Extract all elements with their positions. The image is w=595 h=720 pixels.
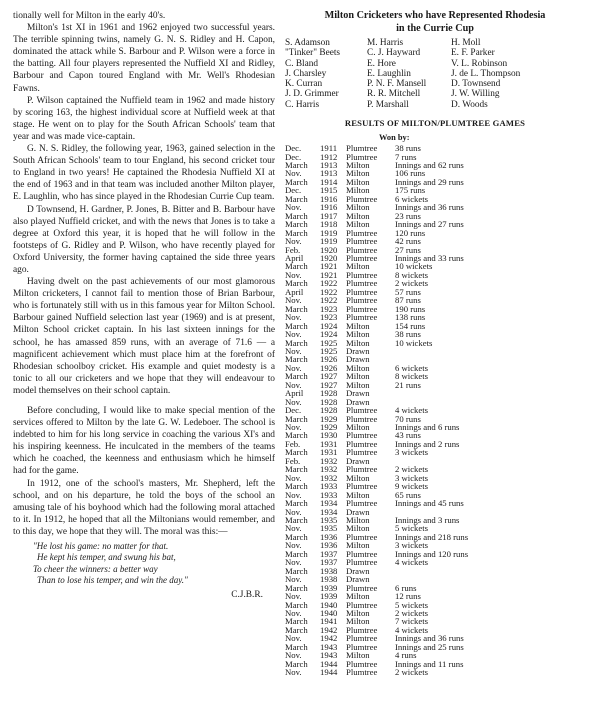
result-margin: Innings and 3 runs <box>395 515 460 526</box>
article-paragraph: P. Wilson captained the Nuffield team in 1962 and made history by scoring 163, the highest individual score at Nuffield week at that stage. He went on to play for the South African Schools' team that year and was made vice-captain. <box>13 95 275 142</box>
result-winner: Milton <box>346 337 370 348</box>
result-margin: 6 runs <box>395 582 417 593</box>
result-winner: Milton <box>346 168 370 179</box>
result-margin <box>395 575 585 583</box>
result-winner: Plumtree <box>346 151 378 162</box>
result-winner: Drawn <box>346 388 370 399</box>
result-month: Feb. <box>285 455 301 466</box>
result-year: 1928 <box>320 405 338 416</box>
result-winner: Milton <box>346 591 370 602</box>
result-year: 1933 <box>320 489 338 500</box>
result-winner: Milton <box>346 379 370 390</box>
article-paragraph: Having dwelt on the past achievements of our most glamorous Milton cricketers, I cannot fail to mention those of Brian Barbour, who is fortunately still with us in this famous year for Milton School. Barbour gained Nuffield selection last year (1969) and is at present, Milton School cricket captain. In his last sixteen innings for the school, he has amassed 859 runs, with an average of 71.6 — a magnificent achievement which must place him at the forefront of Rhodesian schoolboy cricket. His example and quiet modesty is a tonic to all our cricketers and we hope that they will endeavour to model themselves on their school captain. <box>13 277 275 396</box>
result-year: 1930 <box>320 430 338 441</box>
result-year: 1914 <box>320 176 338 187</box>
poem-line: "He lost his game: no matter for that. <box>33 541 169 552</box>
result-month: March <box>285 210 308 221</box>
result-margin: 154 runs <box>395 320 426 331</box>
result-margin: 65 runs <box>395 489 421 500</box>
poem-line: He kept his temper, and swung his bat, <box>37 552 176 563</box>
result-winner: Plumtree <box>346 236 378 247</box>
result-month: Nov. <box>285 202 302 213</box>
player-name: M. Harris <box>367 38 404 48</box>
result-winner: Milton <box>346 523 370 534</box>
result-margin: 23 runs <box>395 210 421 221</box>
result-month: March <box>285 303 308 314</box>
result-margin: 87 runs <box>395 295 421 306</box>
poem-line: To cheer the winners: a better way <box>33 563 158 574</box>
result-month: Nov. <box>285 269 302 280</box>
player-name: P. Marshall <box>367 99 409 110</box>
result-year: 1921 <box>320 261 338 272</box>
result-winner: Plumtree <box>346 498 378 509</box>
result-month: Nov. <box>285 557 302 568</box>
results-table <box>285 144 585 677</box>
result-year: 1938 <box>320 565 338 576</box>
result-year: 1931 <box>320 447 338 458</box>
result-winner: Plumtree <box>346 667 378 678</box>
result-month: March <box>285 337 308 348</box>
result-margin: 3 wickets <box>395 472 429 483</box>
result-winner: Milton <box>346 329 370 340</box>
player-name: C. Bland <box>285 58 319 69</box>
result-margin <box>395 389 585 397</box>
result-month: Nov. <box>285 312 302 323</box>
result-year: 1944 <box>320 658 338 669</box>
result-month: April <box>285 286 304 297</box>
result-month: March <box>285 219 308 230</box>
result-year: 1920 <box>320 244 338 255</box>
result-month: April <box>285 252 304 263</box>
player-name: P. N. F. Mansell <box>367 79 427 90</box>
result-month: Nov. <box>285 591 302 602</box>
result-year: 1933 <box>320 481 338 492</box>
result-year: 1942 <box>320 624 338 635</box>
player-name: D. Woods <box>451 99 488 110</box>
result-year: 1941 <box>320 616 338 627</box>
result-winner: Drawn <box>346 354 370 365</box>
rhodesia-title-line2: in the Currie Cup <box>396 22 474 34</box>
result-margin: Innings and 120 runs <box>395 548 469 559</box>
result-year: 1921 <box>320 269 338 280</box>
result-month: Dec. <box>285 143 302 154</box>
player-name: R. R. Mitchell <box>367 89 421 100</box>
result-month: March <box>285 227 308 238</box>
result-winner: Plumtree <box>346 252 378 263</box>
result-margin: 70 runs <box>395 413 421 424</box>
result-month: March <box>285 371 308 382</box>
result-margin: 6 wickets <box>395 193 429 204</box>
result-year: 1937 <box>320 557 338 568</box>
result-year: 1943 <box>320 641 338 652</box>
result-winner: Plumtree <box>346 447 378 458</box>
result-year: 1927 <box>320 379 338 390</box>
result-year: 1917 <box>320 210 338 221</box>
result-year: 1939 <box>320 582 338 593</box>
player-name: J. de L. Thompson <box>451 68 521 79</box>
result-month: Nov. <box>285 633 302 644</box>
result-margin: 2 wickets <box>395 667 429 678</box>
article-paragraph: In 1912, one of the school's masters, Mr. Shepherd, left the school, and on his departure, he told the boys of the school an amusing tale of his boyhood which had the following moral attached to it. In 1912, he hoped that all the Miltonians would remember, and to this day, we hope that they will. The moral was this:— <box>13 478 275 537</box>
result-year: 1913 <box>320 159 338 170</box>
result-winner: Plumtree <box>346 633 378 644</box>
result-year: 1934 <box>320 498 338 509</box>
result-winner: Plumtree <box>346 286 378 297</box>
result-winner: Plumtree <box>346 464 378 475</box>
result-year: 1919 <box>320 227 338 238</box>
result-year: 1922 <box>320 278 338 289</box>
result-margin: 12 runs <box>395 591 421 602</box>
result-margin: Innings and 2 runs <box>395 438 460 449</box>
result-month: Nov. <box>285 574 302 585</box>
result-month: Nov. <box>285 650 302 661</box>
result-winner: Plumtree <box>346 582 378 593</box>
result-winner: Plumtree <box>346 227 378 238</box>
player-name: E. Laughlin <box>367 68 411 79</box>
player-name: K. Curran <box>285 79 323 90</box>
result-winner: Plumtree <box>346 531 378 542</box>
result-month: March <box>285 616 308 627</box>
result-winner: Milton <box>346 362 370 373</box>
result-margin: 5 wickets <box>395 599 429 610</box>
result-winner: Milton <box>346 540 370 551</box>
result-year: 1929 <box>320 422 338 433</box>
result-month: Dec. <box>285 185 302 196</box>
rhodesia-players-list <box>285 38 585 110</box>
article-column <box>13 10 275 601</box>
result-year: 1937 <box>320 548 338 559</box>
result-month: Nov. <box>285 667 302 678</box>
result-month: March <box>285 481 308 492</box>
result-margin: 9 wickets <box>395 481 429 492</box>
result-winner: Plumtree <box>346 641 378 652</box>
result-month: Feb. <box>285 438 301 449</box>
player-name: J. D. Grimmer <box>285 89 339 100</box>
result-winner: Milton <box>346 616 370 627</box>
result-margin: 8 wickets <box>395 371 429 382</box>
result-month: March <box>285 624 308 635</box>
result-margin: 38 runs <box>395 329 421 340</box>
result-year: 1926 <box>320 354 338 365</box>
result-year: 1923 <box>320 303 338 314</box>
result-month: April <box>285 388 304 399</box>
result-year: 1936 <box>320 540 338 551</box>
result-month: March <box>285 599 308 610</box>
result-margin: 3 wickets <box>395 540 429 551</box>
result-month: Nov. <box>285 489 302 500</box>
results-table-title: RESULTS OF MILTON/PLUMTREE GAMES <box>344 118 526 129</box>
result-margin: 138 runs <box>395 312 426 323</box>
result-month: Nov. <box>285 168 302 179</box>
result-margin: 7 wickets <box>395 616 429 627</box>
result-year: 1923 <box>320 312 338 323</box>
result-year: 1924 <box>320 329 338 340</box>
result-year: 1920 <box>320 252 338 263</box>
result-winner: Plumtree <box>346 438 378 449</box>
result-winner: Drawn <box>346 396 370 407</box>
result-margin: 3 wickets <box>395 447 429 458</box>
player-name: D. Townsend <box>451 79 501 90</box>
result-winner: Plumtree <box>346 557 378 568</box>
result-margin: Innings and 11 runs <box>395 658 464 669</box>
result-margin: Innings and 25 runs <box>395 641 464 652</box>
author-signature: C.J.B.R. <box>231 589 263 600</box>
result-margin: 175 runs <box>395 185 426 196</box>
result-margin: 4 wickets <box>395 624 429 635</box>
result-winner: Plumtree <box>346 413 378 424</box>
result-winner: Plumtree <box>346 599 378 610</box>
result-margin: 8 wickets <box>395 269 429 280</box>
result-month: Nov. <box>285 396 302 407</box>
result-month: Nov. <box>285 472 302 483</box>
result-margin: Innings and 6 runs <box>395 422 460 433</box>
result-year: 1940 <box>320 608 338 618</box>
result-month: March <box>285 658 308 669</box>
result-year: 1940 <box>320 599 338 610</box>
result-month: March <box>285 582 308 593</box>
result-winner: Plumtree <box>346 430 378 441</box>
player-name: E. F. Parker <box>451 48 495 59</box>
player-name: S. Adamson <box>285 38 330 48</box>
result-margin: 2 wickets <box>395 464 429 475</box>
result-margin: 106 runs <box>395 168 426 179</box>
result-winner: Milton <box>346 261 370 272</box>
result-winner: Milton <box>346 472 370 483</box>
result-winner: Plumtree <box>346 303 378 314</box>
result-year: 1935 <box>320 523 338 534</box>
result-winner: Milton <box>346 176 370 187</box>
result-winner: Milton <box>346 159 370 170</box>
rhodesia-players-title <box>285 10 585 35</box>
poem-line: Than to lose his temper, and win the day." <box>37 575 188 586</box>
result-winner: Drawn <box>346 345 370 356</box>
article-paragraph: Before concluding, I would like to make special mention of the services offered to Milton by the late G. W. Ledeboer. The school is indebted to him for his long service in coaching the various XI's and his inspiring keenness. He inculcated in the members of the teams which he coached, the keenness and enthusiasm which he himself had for the game. <box>13 406 275 477</box>
result-margin: 4 wickets <box>395 557 429 568</box>
result-margin: 43 runs <box>395 430 421 441</box>
result-year: 1932 <box>320 455 338 466</box>
result-year: 1928 <box>320 396 338 407</box>
result-year: 1926 <box>320 362 338 373</box>
result-month: March <box>285 278 308 289</box>
result-month: March <box>285 354 308 365</box>
result-month: March <box>285 531 308 542</box>
result-month: Nov. <box>285 295 302 306</box>
result-month: March <box>285 320 308 331</box>
result-margin: 21 runs <box>395 379 421 390</box>
moral-poem <box>33 541 275 587</box>
result-year: 1929 <box>320 413 338 424</box>
result-winner: Plumtree <box>346 481 378 492</box>
result-winner: Milton <box>346 219 370 230</box>
article-body <box>13 10 275 538</box>
result-month: Nov. <box>285 362 302 373</box>
player-name: J. W. Willing <box>451 89 500 100</box>
result-year: 1916 <box>320 193 338 204</box>
result-winner: Milton <box>346 371 370 382</box>
result-month: Nov. <box>285 345 302 356</box>
result-winner: Drawn <box>346 455 370 466</box>
result-month: March <box>285 193 308 204</box>
result-winner: Plumtree <box>346 405 378 416</box>
result-margin <box>395 567 585 575</box>
result-year: 1922 <box>320 295 338 306</box>
result-winner: Milton <box>346 202 370 213</box>
result-year: 1922 <box>320 286 338 297</box>
result-winner: Plumtree <box>346 295 378 306</box>
result-month: Nov. <box>285 379 302 390</box>
result-winner: Plumtree <box>346 312 378 323</box>
result-month: Nov. <box>285 523 302 534</box>
result-year: 1915 <box>320 185 338 196</box>
result-year: 1911 <box>320 143 338 154</box>
result-month: March <box>285 413 308 424</box>
result-month: March <box>285 515 308 526</box>
result-year: 1942 <box>320 633 338 644</box>
result-winner: Milton <box>346 320 370 331</box>
result-margin: 5 wickets <box>395 523 429 534</box>
result-margin: Innings and 45 runs <box>395 498 464 509</box>
result-month: March <box>285 261 308 272</box>
result-year: 1932 <box>320 464 338 475</box>
player-name: H. Moll <box>451 38 481 48</box>
result-row <box>285 668 585 676</box>
result-month: March <box>285 159 308 170</box>
result-margin: Innings and 218 runs <box>395 531 469 542</box>
result-margin: 2 wickets <box>395 278 429 289</box>
result-winner: Plumtree <box>346 658 378 669</box>
result-margin: 4 wickets <box>395 405 429 416</box>
result-year: 1934 <box>320 506 338 517</box>
result-month: March <box>285 498 308 509</box>
result-winner: Drawn <box>346 506 370 517</box>
result-year: 1918 <box>320 219 338 230</box>
result-winner: Milton <box>346 608 370 618</box>
result-winner: Drawn <box>346 565 370 576</box>
result-margin: Innings and 33 runs <box>395 252 464 263</box>
result-winner: Plumtree <box>346 244 378 255</box>
result-winner: Plumtree <box>346 269 378 280</box>
result-year: 1931 <box>320 438 338 449</box>
result-winner: Plumtree <box>346 143 378 154</box>
result-margin: Innings and 62 runs <box>395 159 464 170</box>
result-margin: 4 runs <box>395 650 417 661</box>
result-margin: 27 runs <box>395 244 421 255</box>
result-winner: Milton <box>346 422 370 433</box>
result-month: March <box>285 548 308 559</box>
result-margin: Innings and 36 runs <box>395 202 464 213</box>
result-month: Nov. <box>285 506 302 517</box>
result-year: 1943 <box>320 650 338 661</box>
player-name: E. Hore <box>367 58 396 69</box>
result-year: 1935 <box>320 515 338 526</box>
result-margin: 10 wickets <box>395 261 433 272</box>
result-month: Dec. <box>285 405 302 416</box>
result-winner: Plumtree <box>346 548 378 559</box>
result-winner: Drawn <box>346 574 370 585</box>
result-month: Nov. <box>285 608 302 618</box>
result-year: 1913 <box>320 168 338 179</box>
result-month: Feb. <box>285 244 301 255</box>
result-margin: Innings and 27 runs <box>395 219 464 230</box>
result-margin: 7 runs <box>395 151 417 162</box>
article-paragraph: D Townsend, H. Gardner, P. Jones, B. Bitter and B. Barbour have also played Nuffield cricket, and with the news that Jones is to take a degree at Oxford this year, it is hoped that he will follow in the footsteps of G. Ridley and P. Wilson, who have recently played for Oxford University, the former having captained the side three years ago. <box>13 204 275 275</box>
result-margin: 6 wickets <box>395 362 429 373</box>
player-name: J. Charsley <box>285 68 327 79</box>
article-paragraph: tionally well for Milton in the early 40's. <box>13 11 166 21</box>
player-name: V. L. Robinson <box>451 58 508 69</box>
result-winner: Plumtree <box>346 193 378 204</box>
result-margin: Innings and 29 runs <box>395 176 464 187</box>
result-winner: Plumtree <box>346 624 378 635</box>
result-month: March <box>285 430 308 441</box>
result-year: 1925 <box>320 337 338 348</box>
result-margin: 2 wickets <box>395 608 429 618</box>
result-margin: 57 runs <box>395 286 421 297</box>
result-year: 1925 <box>320 345 338 356</box>
result-month: Dec. <box>285 151 302 162</box>
result-year: 1938 <box>320 574 338 585</box>
result-margin: 120 runs <box>395 227 426 238</box>
result-month: Nov. <box>285 236 302 247</box>
result-margin: Innings and 36 runs <box>395 633 464 644</box>
result-year: 1927 <box>320 371 338 382</box>
result-margin <box>395 347 585 355</box>
result-margin: 42 runs <box>395 236 421 247</box>
result-year: 1944 <box>320 667 338 678</box>
result-year: 1932 <box>320 472 338 483</box>
player-name: "Tinker" Beets <box>285 48 341 59</box>
result-year: 1924 <box>320 320 338 331</box>
player-name: C. Harris <box>285 99 320 110</box>
result-month: March <box>285 176 308 187</box>
rhodesia-title-line1: Milton Cricketers who have Represented Rhodesia <box>324 10 546 21</box>
result-winner: Milton <box>346 650 370 661</box>
result-month: March <box>285 464 308 475</box>
result-winner: Plumtree <box>346 278 378 289</box>
result-winner: Milton <box>346 515 370 526</box>
results-column <box>285 10 585 677</box>
result-year: 1939 <box>320 591 338 602</box>
article-paragraph: G. N. S. Ridley, the following year, 1963, gained selection in the South African Schools' team to tour England, his second cricket tour to England in two years! He captained the Rhodesia Nuffield XI at the end of 1963 and in that team was included another Milton player, E. Laughlin, who has since played in the Rhodesian Currie Cup team. <box>13 144 275 203</box>
result-year: 1936 <box>320 531 338 542</box>
article-paragraph: Milton's 1st XI in 1961 and 1962 enjoyed two successful years. The terrible spinning twins, namely G. N. S. Ridley and H. Capon, dominated the attack while S. Barbour and P. Wilson were a force in the batting. All four players represented the Nuffield XI and Ridley, Barbour and Capon toured England with Mr. Well's Rhodesian Fawns. <box>13 23 275 94</box>
result-month: Nov. <box>285 329 302 340</box>
result-year: 1916 <box>320 202 338 213</box>
result-month: Nov. <box>285 540 302 551</box>
result-month: Nov. <box>285 422 302 433</box>
result-month: March <box>285 641 308 652</box>
result-winner: Milton <box>346 210 370 221</box>
result-year: 1928 <box>320 388 338 399</box>
result-margin: 38 runs <box>395 143 421 154</box>
player-name: C. J. Hayward <box>367 48 421 59</box>
result-winner: Milton <box>346 489 370 500</box>
result-month: March <box>285 565 308 576</box>
result-year: 1912 <box>320 151 338 162</box>
result-margin: 10 wickets <box>395 337 433 348</box>
result-winner: Milton <box>346 185 370 196</box>
result-month: March <box>285 447 308 458</box>
result-margin: 190 runs <box>395 303 426 314</box>
result-year: 1919 <box>320 236 338 247</box>
won-by-header: Won by: <box>379 133 410 143</box>
